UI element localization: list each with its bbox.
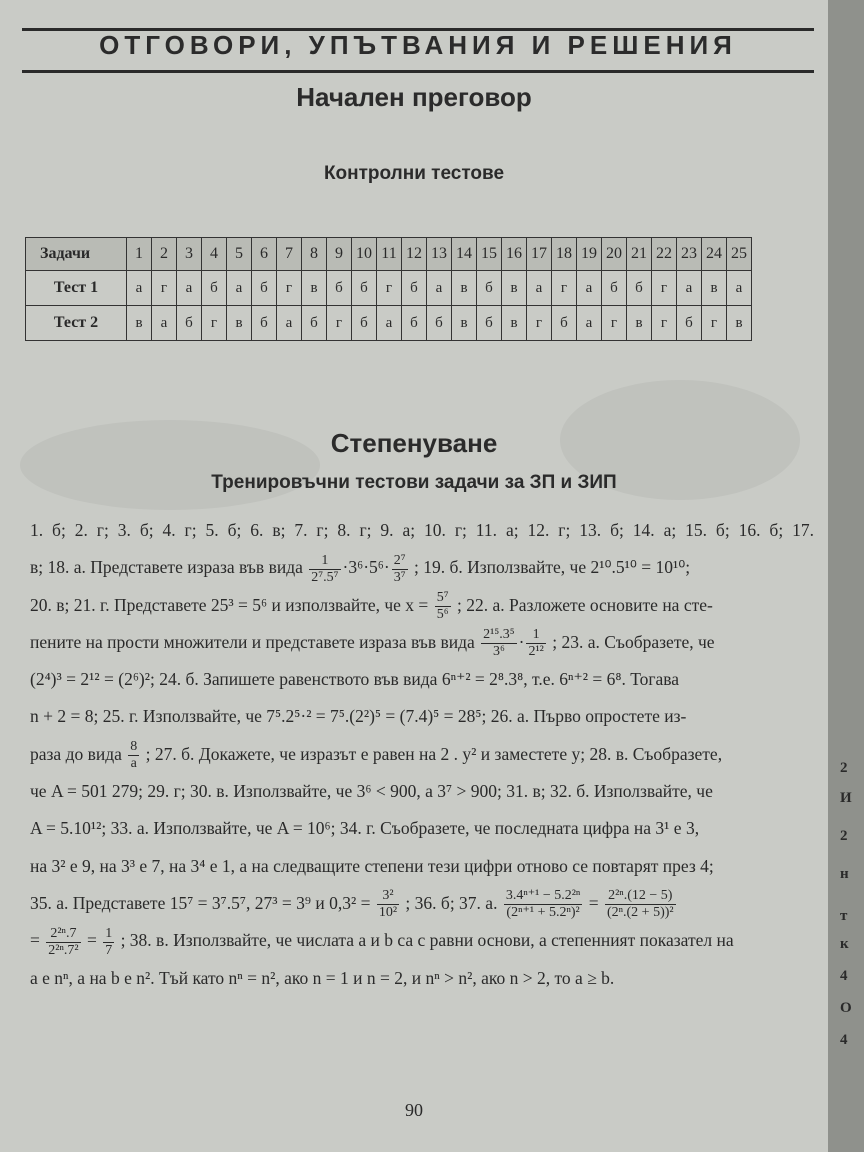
answer-cell: а (227, 271, 252, 306)
text-segment: 35. а. Представете 15⁷ = 3⁷.5⁷, 27³ = 3⁹ и 0,3² = (30, 892, 371, 913)
edge-fragment: 2 (840, 828, 848, 844)
denominator: (2ⁿ.(2 + 5))² (606, 905, 674, 921)
task-number: 5 (227, 238, 252, 271)
answer-cell: б (402, 306, 427, 341)
task-number: 14 (452, 238, 477, 271)
edge-fragment: 4 (840, 1032, 848, 1048)
text-segment: ; 36. б; 37. а. (405, 892, 498, 913)
text-line: n + 2 = 8; 25. г. Използвайте, че 7⁵.2⁵·² = 7⁵.(2²)⁵ = (7.4)⁵ = 28⁵; 26. а. Първо опростете из- (30, 706, 687, 727)
denominator: 5⁶ (436, 607, 449, 623)
answer-cell: б (552, 306, 577, 341)
answer-cell: а (427, 271, 452, 306)
section-title-powers: Степенуване (330, 428, 498, 458)
page-header: ОТГОВОРИ, УПЪТВАНИЯ И РЕШЕНИЯ (99, 30, 737, 60)
answer-cell: б (477, 271, 502, 306)
numerator: 5⁷ (436, 590, 449, 606)
denominator: 2²ⁿ.7² (48, 942, 79, 958)
answer-cell: а (527, 271, 552, 306)
fraction (309, 553, 340, 586)
answer-cell: в (302, 271, 327, 306)
text-line: A = 5.10¹²; 33. а. Използвайте, че A = 10⁶; 34. г. Съобразете, че последната цифра на 3¹ е 3, (30, 818, 700, 839)
answer-cell: а (177, 271, 202, 306)
denominator: (2ⁿ⁺¹ + 5.2ⁿ)² (506, 905, 580, 921)
answer-cell: б (302, 306, 327, 341)
answer-cell: г (377, 271, 402, 306)
answer-cell: г (527, 306, 552, 341)
task-number: 6 (252, 238, 277, 271)
answer-cell: г (652, 271, 677, 306)
answers-table (25, 237, 752, 341)
answer-cell: г (202, 306, 227, 341)
answer-cell: в (227, 306, 252, 341)
fraction (46, 926, 80, 959)
task-number: 25 (727, 238, 752, 271)
answer-cell: в (702, 271, 727, 306)
denominator: 3⁶ (492, 644, 505, 660)
numerator: 2⁷ (393, 552, 406, 568)
task-number: 23 (677, 238, 702, 271)
task-number: 7 (277, 238, 302, 271)
task-number: 1 (127, 238, 152, 271)
text-line: (2⁴)³ = 2¹² = (2⁶)²; 24. б. Запишете равенството във вида 6ⁿ⁺² = 2⁸.3⁸, т.е. 6ⁿ⁺² = 6⁸. Тогава (30, 669, 680, 690)
text-segment: ; 19. б. Използвайте, че 2¹⁰.5¹⁰ = 10¹⁰; (413, 557, 691, 578)
answer-cell: в (502, 306, 527, 341)
page-number: 90 (405, 1100, 423, 1120)
text-line: че A = 501 279; 29. г; 30. в. Използвайте, че 3⁶ < 900, а 3⁷ > 900; 31. в; 32. б. Използвайте, че (30, 781, 713, 802)
text-segment: ; 38. в. Използвайте, че числата a и b са с равни основи, а степенният показател на (120, 930, 734, 951)
task-number: 17 (527, 238, 552, 271)
answer-cell: б (602, 271, 627, 306)
answer-cell: а (377, 306, 402, 341)
task-number: 8 (302, 238, 327, 271)
edge-fragment: к (840, 936, 849, 952)
text-line (30, 736, 814, 773)
text-segment: раза до вида (30, 743, 122, 764)
answer-cell: б (627, 271, 652, 306)
numerator: 3² (377, 888, 399, 905)
fraction (435, 590, 451, 623)
text-segment: ; 27. б. Докажете, че изразът е равен на 2 . y² и заместете y; 28. в. Съобразете, (145, 743, 723, 764)
solutions-text (30, 512, 814, 997)
answer-cell: б (352, 306, 377, 341)
section-title-review: Начален преговор (296, 82, 532, 112)
answer-cell: г (327, 306, 352, 341)
answer-cell: а (577, 271, 602, 306)
header-bottom-rule (22, 70, 814, 73)
task-number: 16 (502, 238, 527, 271)
edge-fragment: 4 (840, 968, 848, 984)
task-number: 2 (152, 238, 177, 271)
denominator: 2¹² (528, 644, 544, 660)
answer-cell: а (727, 271, 752, 306)
numerator: 2²ⁿ.(12 − 5) (605, 888, 676, 905)
task-number: 13 (427, 238, 452, 271)
text-segment: ; 23. а. Съобразете, че (552, 631, 715, 652)
denominator: 3⁷ (393, 569, 406, 585)
answer-cell: г (652, 306, 677, 341)
text-line: 1. б; 2. г; 3. б; 4. г; 5. б; 6. в; 7. г; 8. г; 9. а; 10. г; 11. а; 12. г; 13. б; 14. а; 15. б; 16. б; 17. (30, 520, 814, 540)
fraction (504, 888, 583, 921)
answer-cell: б (352, 271, 377, 306)
task-number: 4 (202, 238, 227, 271)
numerator: 8 (130, 739, 138, 755)
answer-cell: г (702, 306, 727, 341)
answer-cell: в (452, 271, 477, 306)
task-number: 15 (477, 238, 502, 271)
table-header-label: Задачи (26, 238, 127, 271)
text-segment: в; 18. а. Представете израза във вида (30, 557, 303, 578)
denominator: a (130, 756, 137, 772)
row-label-test1: Тест 1 (26, 271, 127, 306)
table-row-test1 (26, 271, 752, 306)
row-label-test2: Тест 2 (26, 306, 127, 341)
fraction (481, 627, 516, 660)
answer-cell: а (152, 306, 177, 341)
task-number: 9 (327, 238, 352, 271)
task-number: 11 (377, 238, 402, 271)
answer-cell: г (552, 271, 577, 306)
task-number: 12 (402, 238, 427, 271)
text-line (30, 549, 814, 586)
text-line (30, 587, 814, 624)
answer-cell: в (127, 306, 152, 341)
table-row-test2 (26, 306, 752, 341)
fraction (103, 926, 114, 959)
fraction (128, 739, 139, 772)
task-number: 24 (702, 238, 727, 271)
answer-cell: в (727, 306, 752, 341)
fraction (377, 888, 399, 921)
task-number: 3 (177, 238, 202, 271)
numerator: 3.4ⁿ⁺¹ − 5.2²ⁿ (505, 888, 581, 904)
math-segment: ·3⁶·5⁶· (342, 557, 390, 578)
answer-cell: б (427, 306, 452, 341)
answer-cell: б (202, 271, 227, 306)
denominator: 10² (378, 905, 398, 921)
answer-cell: а (127, 271, 152, 306)
denominator: 7 (105, 942, 113, 958)
answer-cell: а (577, 306, 602, 341)
denominator: 2⁷.5⁷ (311, 569, 339, 585)
answer-cell: б (177, 306, 202, 341)
task-number: 21 (627, 238, 652, 271)
answer-cell: б (677, 306, 702, 341)
section-subtitle-exercises: Тренировъчни тестови задачи за ЗП и ЗИП (211, 472, 617, 493)
answer-cell: а (677, 271, 702, 306)
text-line: a е nⁿ, а на b е n². Тъй като nⁿ = n², ако n = 1 и n = 2, и nⁿ > n², ако n > 2, то a ≥ b. (30, 967, 615, 988)
fraction (526, 627, 545, 660)
edge-fragment: И (840, 790, 852, 806)
table-header-row (26, 238, 752, 271)
task-number: 10 (352, 238, 377, 271)
numerator: 2²ⁿ.7 (46, 926, 80, 943)
task-number: 20 (602, 238, 627, 271)
numerator: 1 (309, 553, 340, 570)
text-line: пените на прости множители и представете израза във вида $\frac{\text{2¹⁵.3⁵}}{\text{3⁶}}$ · $\frac{1}{\text{2¹²}}$ ; 23. а. Съобразете, че (30, 627, 715, 660)
answer-cell: г (277, 271, 302, 306)
text-segment: пените на прости множители и представете израза във вида (30, 631, 475, 652)
numerator: 2¹⁵.3⁵ (483, 627, 515, 643)
numerator: 1 (105, 925, 113, 941)
section-subtitle-tests: Контролни тестове (323, 163, 505, 184)
text-line: 35. а. Представете 15⁷ = 3⁷.5⁷, 27³ = 3⁹ и 0,3² = $\frac{\text{3²}}{\text{10²}}$ ; 36. б; 37. а. $\frac{\text{3.4ⁿ⁺¹ − 5.2²ⁿ}}{\text{(2ⁿ⁺¹ + 5.2ⁿ)²}}$ = $\frac{\text{2²ⁿ.(12 − 5)}}{\text{(2ⁿ.(2 + 5))²}}$ (30, 888, 674, 921)
answer-cell: б (327, 271, 352, 306)
answer-cell: б (477, 306, 502, 341)
numerator: 1 (526, 627, 545, 644)
answer-cell: б (252, 271, 277, 306)
answer-cell: б (252, 306, 277, 341)
edge-fragment: О (840, 1000, 852, 1016)
answer-cell: б (402, 271, 427, 306)
task-number: 22 (652, 238, 677, 271)
answer-cell: в (627, 306, 652, 341)
answer-cell: г (602, 306, 627, 341)
edge-fragment: н (840, 866, 849, 882)
fraction (392, 553, 408, 586)
edge-fragment: т (840, 908, 848, 924)
facing-page-edge (828, 0, 864, 1152)
task-number: 18 (552, 238, 577, 271)
text-segment: 20. в; 21. г. Представете 25³ = 5⁶ и използвайте, че x = (30, 594, 429, 615)
answer-cell: в (452, 306, 477, 341)
answer-cell: г (152, 271, 177, 306)
answer-cell: а (277, 306, 302, 341)
task-number: 19 (577, 238, 602, 271)
text-line: = $\frac{\text{2²ⁿ.7}}{\text{2²ⁿ.7²}}$ = $\frac{1}{7}$ ; 38. в. Използвайте, че числата a и b са с равни основи, а степенният показател на (30, 925, 734, 958)
text-line: на 3² е 9, на 3³ е 7, на 3⁴ е 1, а на следващите степени тези цифри отново се повтарят през 4; (30, 855, 714, 876)
edge-fragment: 2 (840, 760, 848, 776)
text-segment: ; 22. а. Разложете основите на сте- (456, 594, 713, 615)
fraction (605, 888, 676, 921)
answer-cell: в (502, 271, 527, 306)
